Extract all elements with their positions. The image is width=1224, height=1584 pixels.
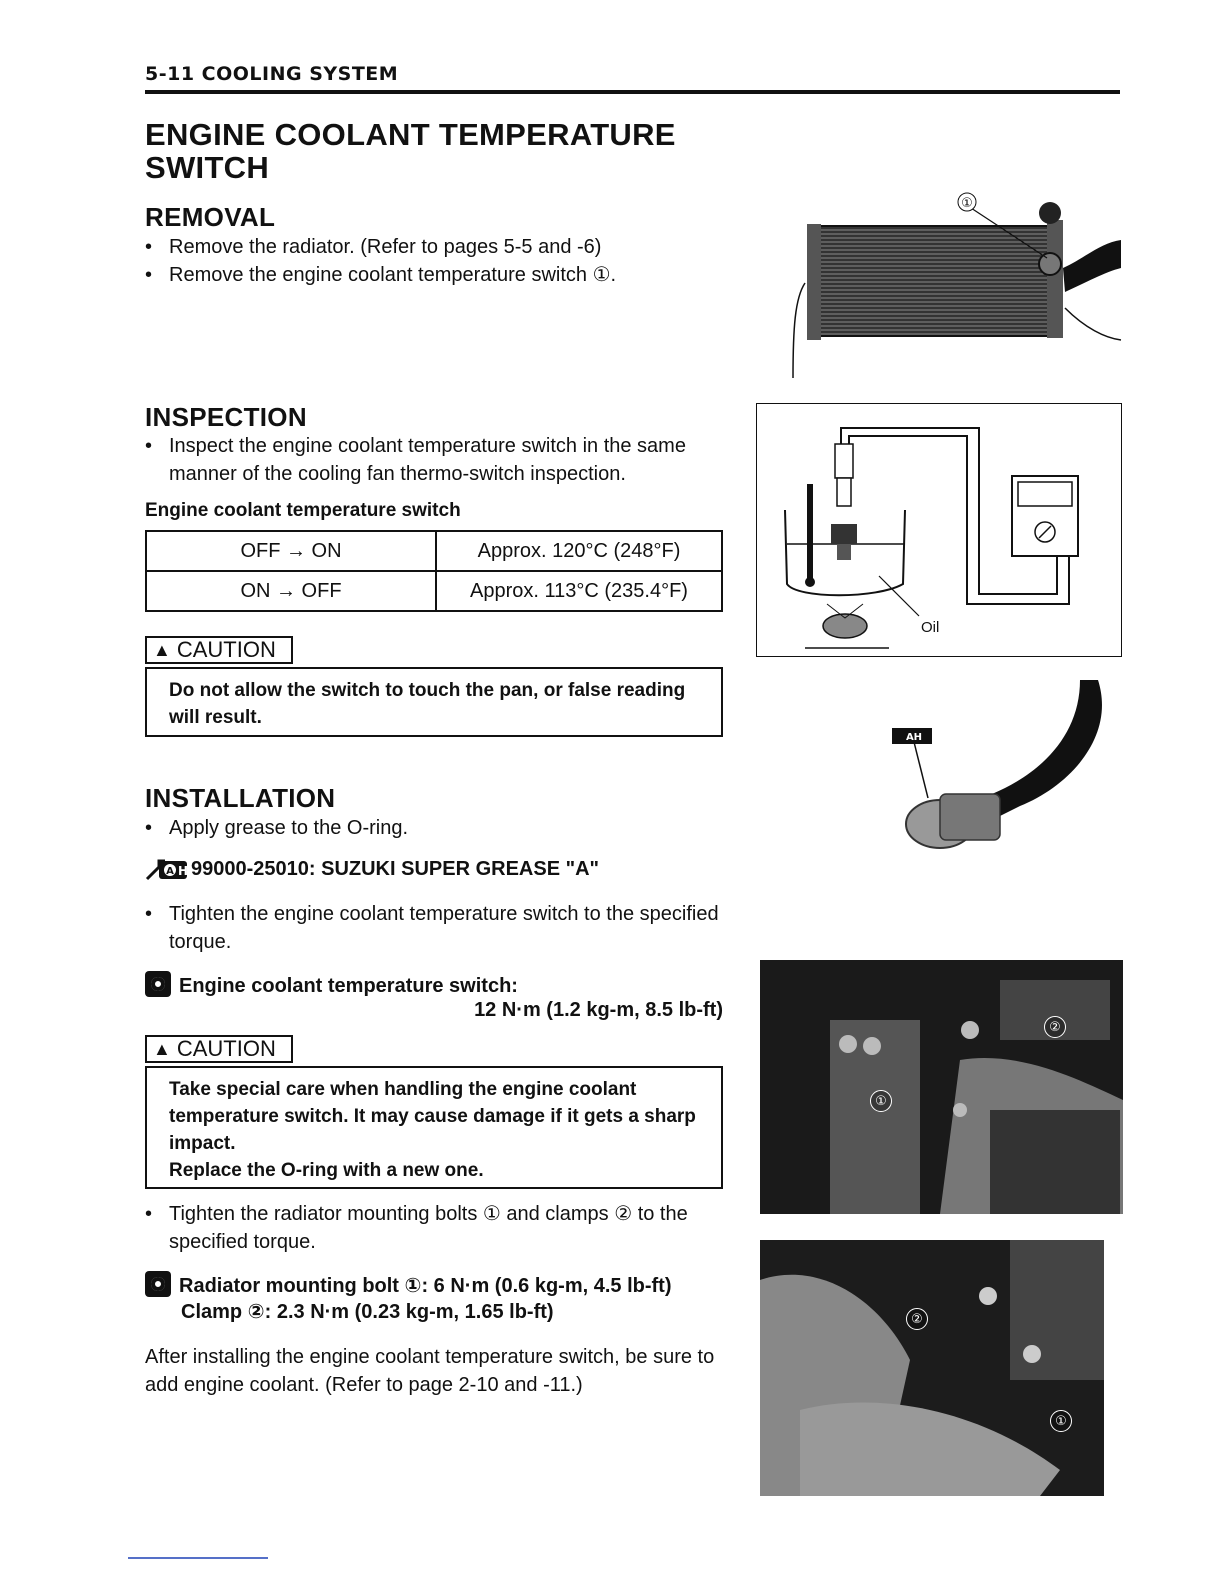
torque-spec-3: Clamp ②: 2.3 N·m (0.23 kg-m, 1.65 lb-ft) [181, 1301, 554, 1323]
table-row [146, 571, 722, 611]
torque-line: Radiator mounting bolt ①: 6 N·m (0.6 kg-m, 4.5 lb-ft) [179, 1275, 672, 1297]
caution-label-text: CAUTION [176, 1036, 276, 1061]
caution-box-2 [145, 1066, 723, 1189]
caution-text: Do not allow the switch to touch the pan, or false reading will result. [169, 680, 686, 728]
bolt-callout: ① [1050, 1410, 1072, 1432]
warning-icon: ▲ [153, 1039, 171, 1059]
clamp-callout: ② [1044, 1016, 1066, 1038]
svg-text:H: H [177, 864, 189, 878]
installation-step-3: • Tighten the radiator mounting bolts ① and clamps ② to the specified torque. [145, 1200, 749, 1256]
caution-label [145, 636, 293, 664]
clamp-callout: ② [906, 1308, 928, 1330]
table-cell: Approx. 120°C (248°F) [436, 531, 722, 571]
svg-text:A: A [166, 866, 174, 877]
callout-1-label: ① [961, 196, 973, 211]
caution-label-text: CAUTION [176, 637, 276, 662]
torque-label: Engine coolant temperature switch: [179, 975, 518, 997]
grease-icon [145, 857, 189, 881]
torque-wrench-icon [145, 1271, 171, 1297]
grease-text: 99000-25010: SUZUKI SUPER GREASE "A" [191, 857, 599, 880]
radiator-figure [785, 188, 1125, 380]
torque-wrench-icon [145, 971, 171, 997]
inspection-heading: INSPECTION [145, 402, 307, 432]
clamp-photo [760, 1240, 1104, 1496]
caution-label-2 [145, 1035, 293, 1063]
warning-icon: ▲ [153, 640, 171, 660]
grease-spec [145, 857, 599, 881]
page-header: 5-11 COOLING SYSTEM [145, 62, 1120, 94]
spec-table-title: Engine coolant temperature switch [145, 500, 461, 521]
removal-heading: REMOVAL [145, 202, 276, 232]
table-row [146, 531, 722, 571]
installation-step-1: • Apply grease to the O-ring. [145, 814, 749, 842]
caution-text: Replace the O-ring with a new one. [169, 1160, 484, 1181]
inspection-diagram [756, 403, 1122, 657]
installation-step-2: • Tighten the engine coolant temperature switch to the specified torque. [145, 900, 749, 956]
grease-mark: AH [905, 732, 923, 743]
inspection-step: • Inspect the engine coolant temperature switch in the same manner of the cooling fan thermo-switch inspection. [145, 432, 749, 488]
caution-text: Take special care when handling the engine coolant temperature switch. It may cause damage if it gets a sharp impact. [169, 1079, 696, 1154]
mounting-bolt-photo [760, 960, 1123, 1214]
table-cell: Approx. 113°C (235.4°F) [436, 571, 722, 611]
closing-note: After installing the engine coolant temperature switch, be sure to add engine coolant. (Refer to page 2-10 and -11.) [145, 1346, 715, 1396]
spec-table [145, 530, 723, 612]
torque-value-1: 12 N·m (1.2 kg-m, 8.5 lb-ft) [474, 999, 723, 1021]
table-cell: ON → OFF [146, 571, 436, 611]
page-title: ENGINE COOLANT TEMPERATURE SWITCH [145, 117, 676, 185]
torque-spec-1 [145, 971, 518, 998]
oil-label: Oil [921, 619, 940, 636]
torque-spec-2 [145, 1271, 672, 1298]
installation-heading: INSTALLATION [145, 783, 336, 813]
removal-step-2: • Remove the engine coolant temperature switch ①. [145, 261, 749, 289]
removal-step-1: • Remove the radiator. (Refer to pages 5-5 and -6) [145, 233, 749, 261]
caution-box [145, 667, 723, 737]
bolt-callout: ① [870, 1090, 892, 1112]
table-cell: OFF → ON [146, 531, 436, 571]
footer-rule [128, 1557, 268, 1559]
switch-figure [880, 676, 1124, 852]
